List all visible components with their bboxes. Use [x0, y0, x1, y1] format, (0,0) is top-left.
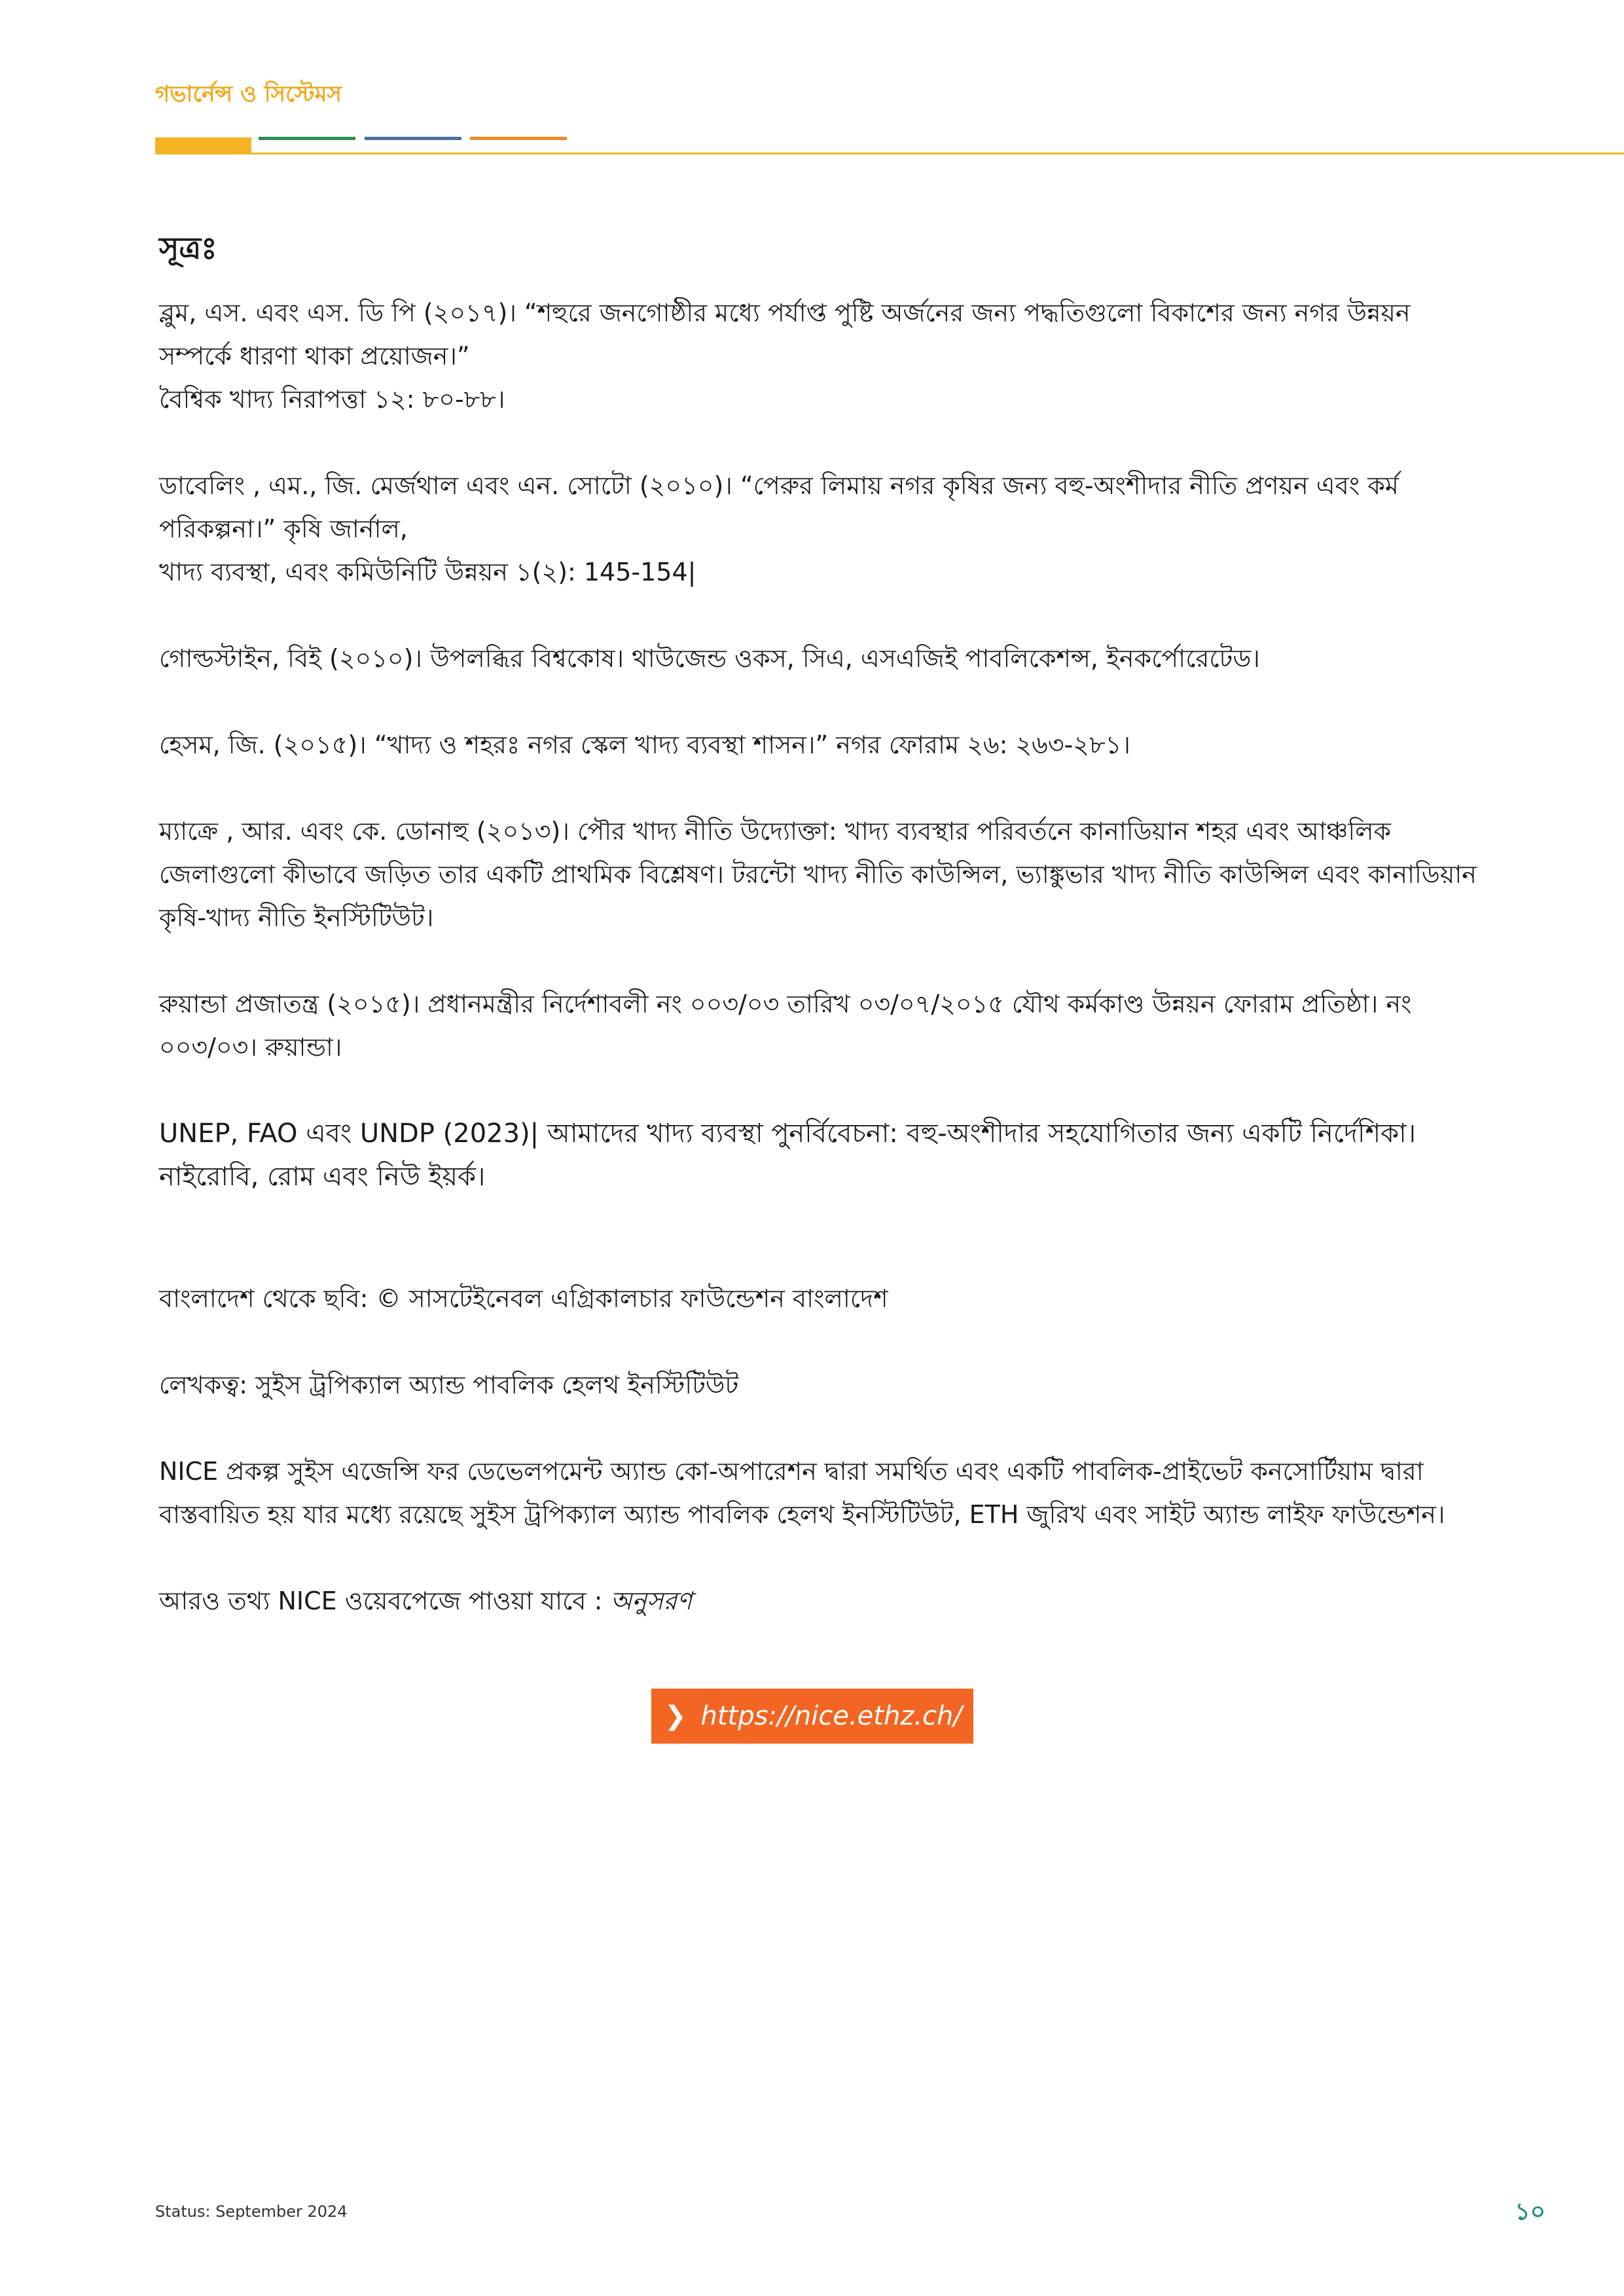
header-title: গভার্নেন্স ও সিস্টেমস	[155, 81, 342, 107]
description-line: NICE প্রকল্প সুইস এজেন্সি ফর ডেভেলপমেন্ট অ্যান্ড কো-অপারেশন দ্বারা সমর্থিত এবং একটি পাবলিক-প্রাইভেট কনসোর্টিয়াম দ্বারা	[159, 1457, 1424, 1486]
header-accent-green	[259, 137, 355, 140]
reference-item	[159, 291, 1488, 421]
reference-line: কৃষি-খাদ্য নীতি ইনস্টিটিউট।	[159, 903, 434, 932]
reference-line: ডাবেলিং , এম., জি. মের্জথাল এবং এন. সোটো (২০১০)। “পেরুর লিমায় নগর কৃষির জন্য বহু-অংশীদার নীতি প্রণয়ন এবং কর্ম	[159, 471, 1399, 500]
reference-item	[159, 464, 1488, 594]
reference-item	[159, 637, 1488, 680]
photo-credit: বাংলাদেশ থেকে ছবি: © সাসটেইনেবল এগ্রিকালচার ফাউন্ডেশন বাংলাদেশ	[159, 1284, 888, 1313]
main-content	[159, 226, 1488, 1666]
reference-item	[159, 982, 1488, 1069]
reference-line: পরিকল্পনা।” কৃষি জার্নাল,	[159, 514, 408, 543]
authorship: লেখকত্ব: সুইস ট্রপিক্যাল অ্যান্ড পাবলিক হেলথ ইনস্টিটিউট	[159, 1371, 739, 1399]
reference-line: জেলাগুলো কীভাবে জড়িত তার একটি প্রাথমিক বিশ্লেষণ। টরন্টো খাদ্য নীতি কাউন্সিল, ভ্যাঙ্কুভার খাদ্য নীতি কাউন্সিল এবং কানাডিয়ান	[159, 860, 1477, 889]
reference-line: গোল্ডস্টাইন, বিই (২০১০)। উপলব্ধির বিশ্বকোষ। থাউজেন্ড ওকস, সিএ, এসএজিই পাবলিকেশন্স, ইনকর্পোরেটেড।	[159, 644, 1260, 673]
reference-line: হেসম, জি. (২০১৫)। “খাদ্য ও শহরঃ নগর স্কেল খাদ্য ব্যবস্থা শাসন।” নগর ফোরাম ২৬: ২৬৩-২৮১।	[159, 730, 1130, 759]
header-accent-orange	[470, 137, 567, 140]
page-number: ১০	[1515, 2198, 1545, 2225]
reference-line: ০০৩/০৩। রুয়ান্ডা।	[159, 1033, 342, 1062]
reference-line: ম্যাক্রে , আর. এবং কে. ডোনাহু (২০১৩)। পৌর খাদ্য নীতি উদ্যোক্তা: খাদ্য ব্যবস্থার পরিবর্তনে কানাডিয়ান শহর এবং আঞ্চলিক	[159, 817, 1392, 846]
more-info	[159, 1579, 1488, 1623]
reference-line: ব্লুম, এস. এবং এস. ডি পি (২০১৭)। “শহুরে জনগোষ্ঠীর মধ্যে পর্যাপ্ত পুষ্টি অর্জনের জন্য পদ্ধতিগুলো বিকাশের জন্য নগর উন্নয়ন	[159, 298, 1411, 327]
header-divider-line	[155, 152, 1624, 154]
link-url-text: https://nice.ethz.ch/	[700, 1701, 962, 1731]
more-info-follow: অনুসরণ	[610, 1587, 693, 1615]
nice-website-link[interactable]	[651, 1689, 973, 1744]
footer-status: Status: September 2024	[155, 2202, 348, 2221]
header-accent-block	[155, 137, 251, 153]
reference-item	[159, 810, 1488, 939]
reference-line: UNEP, FAO এবং UNDP (2023)| আমাদের খাদ্য ব্যবস্থা পুনর্বিবেচনা: বহু-অংশীদার সহযোগিতার জন্য একটি নির্দেশিকা।	[159, 1119, 1416, 1149]
reference-line: রুয়ান্ডা প্রজাতন্ত্র (২০১৫)। প্রধানমন্ত্রীর নির্দেশাবলী নং ০০৩/০৩ তারিখ ০৩/০৭/২০১৫ যৌথ কর্মকাণ্ড উন্নয়ন ফোরাম প্রতিষ্ঠা। নং	[159, 990, 1412, 1018]
header-accent-blue	[365, 137, 461, 140]
chevron-right-icon: ❯	[664, 1701, 687, 1731]
description-line: বাস্তবায়িত হয় যার মধ্যে রয়েছে সুইস ট্রপিক্যাল অ্যান্ড পাবলিক হেলথ ইনস্টিটিউট, ETH জুরিখ এবং সাইট অ্যান্ড লাইফ ফাউন্ডেশন।	[159, 1500, 1445, 1529]
reference-item	[159, 723, 1488, 766]
reference-line: খাদ্য ব্যবস্থা, এবং কমিউনিটি উন্নয়ন ১(২): 145-154|	[159, 558, 696, 586]
reference-line: নাইরোবি, রোম এবং নিউ ইয়র্ক।	[159, 1162, 486, 1192]
more-info-text: আরও তথ্য NICE ওয়েবপেজে পাওয়া যাবে :	[159, 1587, 603, 1615]
reference-line: বৈশ্বিক খাদ্য নিরাপত্তা ১২: ৮০-৮৮।	[159, 385, 505, 414]
reference-item	[159, 1112, 1488, 1198]
nice-description	[159, 1450, 1488, 1536]
sources-heading: সূত্রঃ	[159, 230, 217, 266]
reference-line: সম্পর্কে ধারণা থাকা প্রয়োজন।”	[159, 342, 470, 370]
